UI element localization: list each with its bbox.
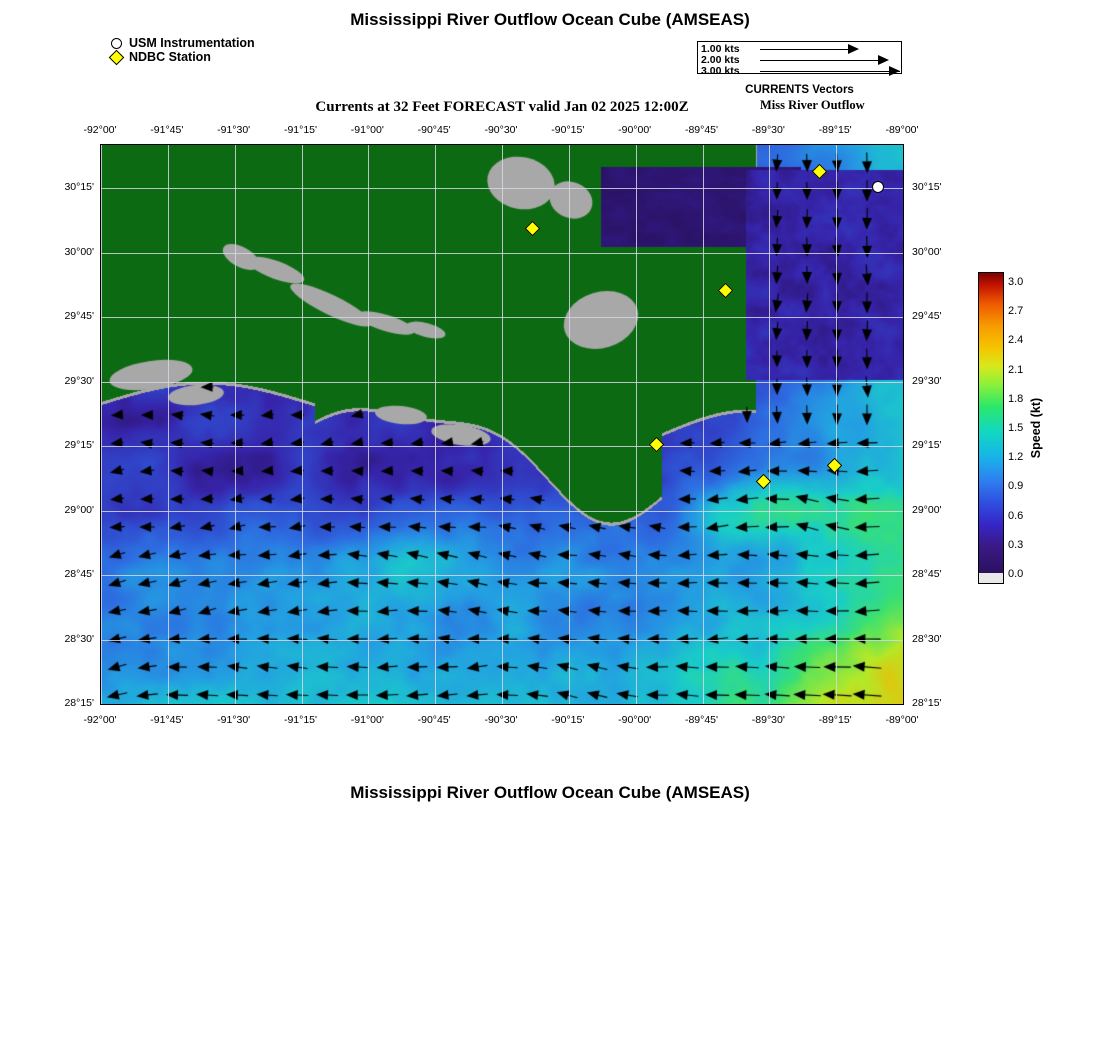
y-axis-tick-label: 28°15'	[912, 697, 942, 709]
vector-key-label: 3.00 kts	[701, 65, 740, 77]
x-axis-tick-label: -92°00'	[83, 714, 117, 726]
vector-arrowhead-icon	[848, 44, 859, 54]
graticule-meridian	[502, 145, 503, 704]
diamond-marker-glyph	[826, 457, 842, 473]
x-axis-tick-label: -90°00'	[618, 714, 652, 726]
circle-marker[interactable]	[872, 181, 884, 193]
y-axis-tick-label: 28°45'	[64, 568, 94, 580]
diamond-marker-glyph	[524, 220, 540, 236]
x-axis-tick-label: -89°30'	[751, 714, 785, 726]
diamond-marker[interactable]	[828, 459, 840, 471]
x-axis-tick-label: -90°15'	[551, 714, 585, 726]
legend-item-ndbc	[110, 50, 330, 64]
graticule-parallel	[101, 446, 903, 447]
colorbar-tick-label: 1.8	[1008, 392, 1024, 405]
colorbar	[978, 272, 1043, 584]
colorbar-tick-label: 1.5	[1008, 422, 1024, 434]
graticule-parallel	[101, 382, 903, 383]
x-axis-tick-label: -91°30'	[217, 124, 251, 136]
x-axis-tick-label: -91°15'	[283, 124, 318, 136]
y-axis-tick-label: 28°30'	[912, 632, 942, 645]
y-axis-tick-label: 29°45'	[912, 310, 942, 322]
graticule-meridian	[769, 145, 770, 704]
vector-key-row	[698, 66, 901, 77]
graticule-meridian	[569, 145, 570, 704]
colorbar-title: Speed (kt)	[1029, 397, 1043, 459]
circle-marker-glyph	[872, 181, 884, 193]
x-axis-tick-label: -89°30'	[751, 124, 785, 136]
colorbar-gradient	[978, 272, 1004, 584]
diamond-marker-glyph	[811, 163, 827, 179]
vector-scale-key	[697, 41, 902, 77]
y-axis-tick-label: 29°15'	[64, 439, 94, 451]
x-axis-tick-label: -89°00'	[885, 714, 919, 726]
colorbar-tick-label: 0.0	[1008, 568, 1024, 580]
diamond-marker-glyph	[648, 436, 664, 452]
vector-shaft	[760, 60, 878, 61]
colorbar-tick-label: 1.2	[1008, 451, 1024, 464]
vector-shaft	[760, 71, 900, 72]
graticule-parallel	[101, 317, 903, 318]
legend-item-label: NDBC Station	[129, 50, 211, 64]
x-axis-tick-label: -90°00'	[618, 124, 652, 136]
graticule-meridian	[168, 145, 169, 704]
y-axis-tick-label: 30°00'	[912, 245, 942, 258]
x-axis-tick-label: -91°15'	[283, 714, 318, 726]
x-axis-tick-label: -90°45'	[417, 714, 451, 726]
vector-key-label: 2.00 kts	[701, 54, 740, 66]
graticule-parallel	[101, 188, 903, 189]
graticule-meridian	[235, 145, 236, 704]
vector-arrowhead-icon	[878, 55, 889, 65]
graticule-meridian	[703, 145, 704, 704]
y-axis-tick-label: 29°45'	[64, 310, 94, 322]
source-label: Miss River Outflow	[760, 98, 865, 112]
y-axis-tick-label: 30°15'	[64, 181, 94, 193]
legend-item-usm	[110, 36, 330, 50]
vector-shaft	[760, 49, 848, 50]
x-axis-tick-label: -91°00'	[350, 714, 384, 726]
y-axis-tick-label: 29°30'	[912, 374, 942, 387]
x-axis-tick-label: -91°45'	[150, 714, 184, 726]
colorbar-tick-label: 0.3	[1008, 538, 1024, 551]
legend-item-label: USM Instrumentation	[129, 36, 255, 50]
graticule-parallel	[101, 253, 903, 254]
page-title: Mississippi River Outflow Ocean Cube (AMSEAS)	[350, 10, 750, 29]
x-axis-tick-label: -89°45'	[684, 124, 719, 136]
graticule-meridian	[435, 145, 436, 704]
y-axis-tick-label: 30°00'	[64, 245, 94, 258]
graticule-parallel	[101, 575, 903, 576]
y-axis-tick-label: 28°30'	[64, 632, 94, 645]
diamond-marker[interactable]	[719, 284, 731, 296]
colorbar-tick-label: 0.9	[1008, 480, 1024, 493]
circle-marker-icon	[110, 37, 123, 50]
diamond-marker-glyph	[755, 473, 771, 489]
chart-subtitle: Currents at 32 Feet FORECAST valid Jan 02 2025 12:00Z	[315, 99, 689, 115]
colorbar-tick-label: 3.0	[1008, 276, 1024, 288]
x-axis-tick-label: -90°30'	[484, 714, 518, 726]
map-plot-area[interactable]	[100, 144, 904, 705]
x-axis-tick-label: -89°45'	[684, 714, 719, 726]
y-axis-tick-label: 29°15'	[912, 439, 942, 451]
x-axis-tick-label: -90°45'	[417, 124, 451, 136]
x-axis-tick-label: -89°15'	[818, 124, 852, 136]
x-axis-tick-label: -91°00'	[350, 124, 384, 136]
vector-arrowhead-icon	[889, 66, 900, 76]
vector-key-caption: CURRENTS Vectors	[745, 84, 854, 96]
y-axis-tick-label: 30°15'	[912, 181, 942, 193]
diamond-marker[interactable]	[526, 222, 538, 234]
y-axis-tick-label: 28°15'	[64, 697, 94, 709]
diamond-marker[interactable]	[650, 438, 662, 450]
graticule-parallel	[101, 640, 903, 641]
x-axis-tick-label: -89°15'	[818, 714, 852, 726]
y-axis-tick-label: 29°30'	[64, 374, 94, 387]
colorbar-tick-label: 2.7	[1008, 305, 1024, 318]
x-axis-tick-label: -92°00'	[83, 124, 117, 136]
graticule-meridian	[302, 145, 303, 704]
x-axis-tick-label: -91°30'	[217, 714, 251, 726]
y-axis-tick-label: 29°00'	[64, 503, 94, 516]
colorbar-tick-label: 2.4	[1008, 334, 1024, 347]
diamond-marker[interactable]	[757, 475, 769, 487]
y-axis-tick-label: 28°45'	[912, 568, 942, 580]
bottom-title: Mississippi River Outflow Ocean Cube (AMSEAS)	[350, 783, 750, 802]
diamond-marker[interactable]	[813, 165, 825, 177]
graticule-parallel	[101, 704, 903, 705]
graticule-meridian	[101, 145, 102, 704]
graticule-meridian	[903, 145, 904, 704]
vector-key-label: 1.00 kts	[701, 43, 740, 55]
colorbar-tick-label: 2.1	[1008, 363, 1024, 376]
y-axis-tick-label: 29°00'	[912, 503, 942, 516]
graticule-meridian	[836, 145, 837, 704]
x-axis-tick-label: -91°45'	[150, 124, 184, 136]
graticule-parallel	[101, 511, 903, 512]
diamond-marker-icon	[110, 51, 123, 64]
graticule-meridian	[368, 145, 369, 704]
x-axis-tick-label: -89°00'	[885, 124, 919, 136]
map-legend	[110, 36, 330, 64]
diamond-marker-glyph	[717, 282, 733, 298]
colorbar-tick-label: 0.6	[1008, 509, 1024, 522]
x-axis-tick-label: -90°15'	[551, 124, 585, 136]
x-axis-tick-label: -90°30'	[484, 124, 518, 136]
graticule-meridian	[636, 145, 637, 704]
